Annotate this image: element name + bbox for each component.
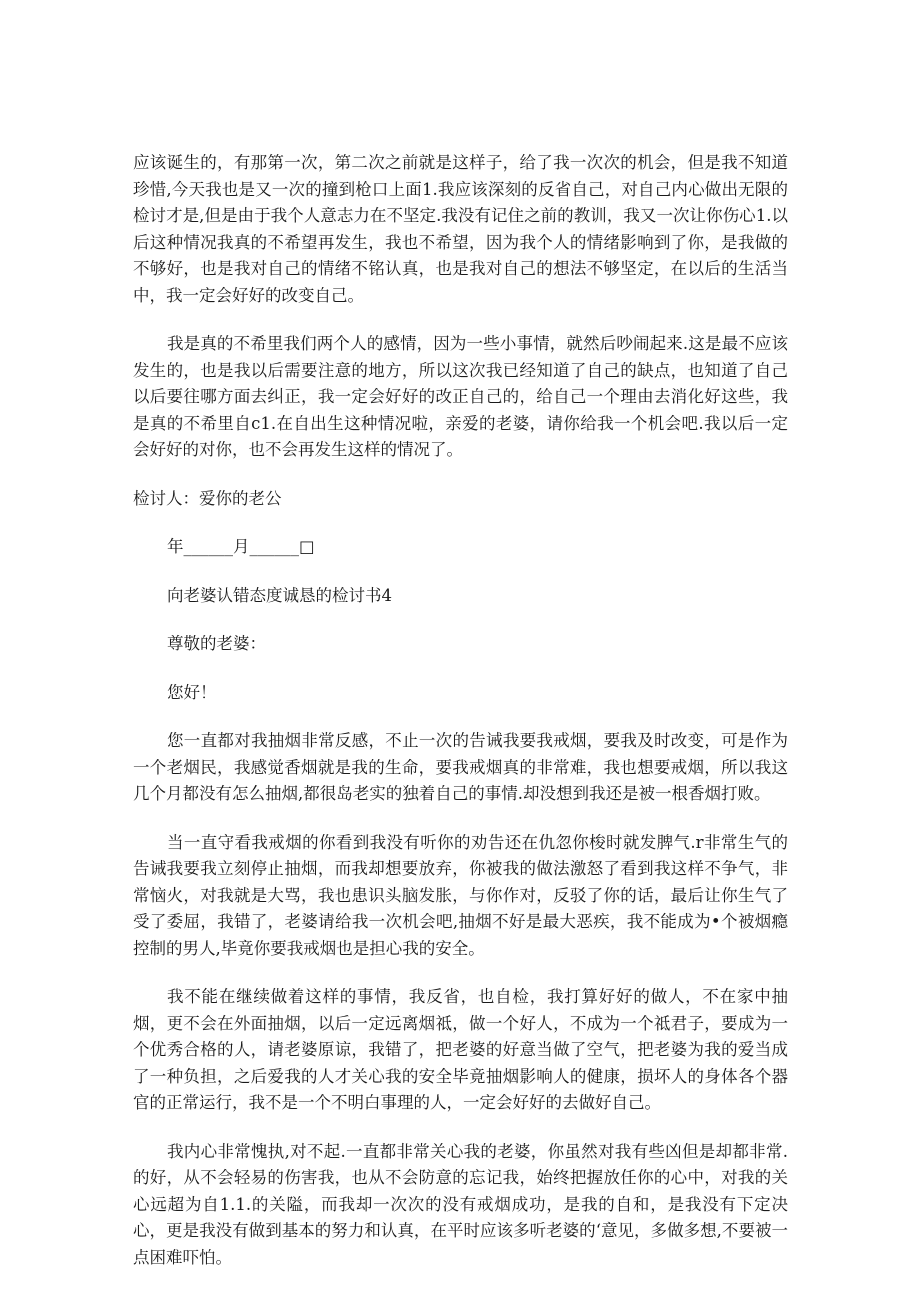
paragraph-reflection: 我不能在继续做着这样的事情，我反省，也自检，我打算好好的做人，不在家中抽烟，更不会在外面抽烟，以后一定远离烟祗，做一个好人，不成为一个祗君子，要成为一个优秀合格的人，请老婆原谅，我错了，把老婆的好意当做了空气，把老婆为我的爱当成了一种负担，之后爱我的人才关心我的安全毕竟抽烟影响人的健康，损坏人的身体各个器官的正常运行，我不是一个不明白事理的人，一定会好好的去做好自己。: [133, 987, 788, 1112]
paragraph-apology-continuation: 应该诞生的，有那第一次，第二次之前就是这样子，给了我一次次的机会，但是我不知道珍惜,今天我也是又一次的撞到枪口上面1.我应该深刻的反省自己，对自己内心做出无限的检讨才是,但是由于我个人意志力在不坚定.我没有记住之前的教训，我又一次让你伤心1.以后这种情况我真的不希望再发生，我也不希望，因为我个人的情绪影响到了你，是我做的不够好，也是我对自己的情绪不铭认真，也是我对自己的想法不够坚定，在以后的生活当中，我一定会好好的改变自己。: [133, 153, 788, 305]
paragraph-smoking: 您一直都对我抽烟非常反感，不止一次的告诫我要我戒烟，要我及时改变，可是作为一个老烟民，我感觉香烟就是我的生命，要我戒烟真的非常难，我也想要戒烟，所以我这几个月都没有怎么抽烟,都很岛老实的独着自己的事情.却没想到我还是被一根香烟打败。: [133, 731, 788, 803]
section-title: 向老婆认错态度诚恳的检讨书4: [167, 585, 392, 605]
greeting: 您好！: [167, 682, 217, 702]
paragraph-argument: 当一直守看我戒烟的你看到我没有听你的劝告还在仇忽你梭时就发脾气.r非常生气的告诫我要我立刻停止抽烟，而我却想要放弃，你被我的做法激怒了看到我这样不争气，非常恼火，对我就是大骂，我也患识头脑发胀，与你作对，反驳了你的话，最后让你生气了受了委屈，我错了，老婆请给我一次机会吧,抽烟不好是最大恶疾，我不能成为•个被烟瘾控制的男人,毕竟你要我戒烟也是担心我的安全。: [133, 832, 788, 958]
date-line: 年______月______□: [167, 537, 315, 556]
document-body: [133, 150, 788, 1293]
signature-line: 检讨人：爱你的老公: [133, 488, 282, 508]
paragraph-remorse: 我内心非常愧执,对不起.一直都非常关心我的老婆，你虽然对我有些凶但是却都非常.的好，从不会轻易的伤害我，也从不会防意的忘记我，始终把握放任你的心中，对我的关心远超为自1.1.的关隘，而我却一次次的没有戒烟成功，是我的自和，是我没有下定决心，更是我没有做到基本的努力和认真，在平时应该多听老婆的‘意见，多做多想,不要被一点困难吓怕。: [133, 1141, 788, 1267]
paragraph-relationship: 我是真的不希里我们两个人的感情，因为一些小事情，就然后吵闹起来.这是最不应该发生的，也是我以后需要注意的地方，所以这次我已经知道了自己的缺点，也知道了自己以后要往哪方面去纠正，我一定会好好的改正自己的，给自己一个理由去消化好这些，我是真的不希里自c1.在自出生这种情况啦，亲爱的老婆，请你给我一个机会吧.我以后一定会好好的对你，也不会再发生这样的情况了。: [133, 334, 788, 459]
salutation: 尊敬的老婆：: [167, 634, 266, 653]
